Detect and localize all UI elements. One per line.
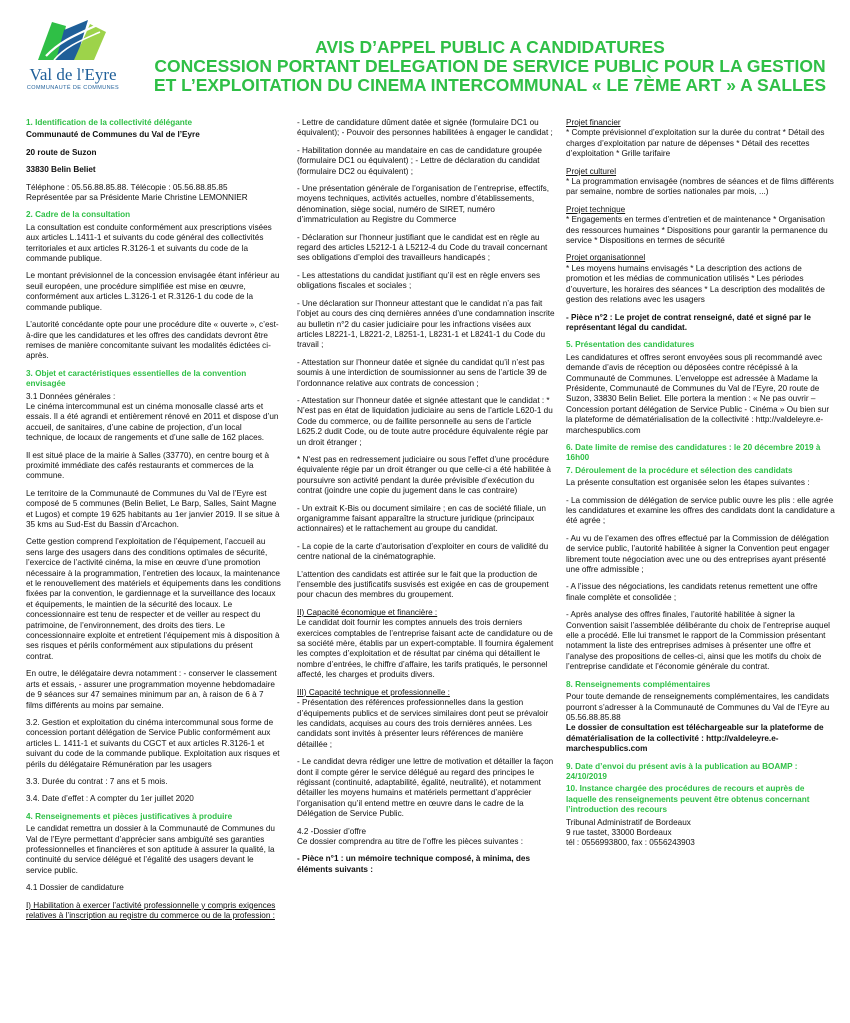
column-2 (297, 118, 555, 882)
paragraph: tél : 0556993800, fax : 0556243903 (566, 838, 695, 848)
logo-emblem-icon (16, 16, 128, 68)
paragraph: Représentée par sa Présidente Marie Christine LEMONNIER (26, 193, 248, 203)
paragraph: 4.2 -Dossier d’offre (297, 826, 367, 836)
column-1 (26, 118, 281, 921)
section-heading: 7. Déroulement de la procédure et sélection des candidats (566, 465, 793, 475)
title-line-2: CONCESSION PORTANT DELEGATION DE SERVICE PUBLIC POUR LA GESTION (154, 56, 826, 76)
paragraph: I) Habilitation à exercer l’activité professionnelle y compris exigences relatives à l’inscription au registre du commerce ou de la profession : (26, 900, 276, 920)
paragraph: L’attention des candidats est attirée sur le fait que la production de l’ensemble des justificatifs susvisés est exigée en cas de groupement pour chacun des membres du groupement. (297, 569, 549, 600)
section-heading: 1. Identification de la collectivité délégante (26, 118, 193, 127)
paragraph: III) Capacité technique et professionnelle : (297, 687, 450, 697)
paragraph: 3.4. Date d’effet : A compter du 1er juillet 2020 (26, 794, 194, 804)
paragraph: - Présentation des références professionnelles dans la gestion d’équipements publics et de services similaires dont peut se prévaloir les candidats, acquises au cours des trois dernières années. Les candidats sont invités à présenter leurs références de manière détaillée ; (297, 698, 549, 749)
paragraph: - La copie de la carte d’autorisation d’exploiter en cours de validité du centre national de la cinématographie. (297, 541, 549, 562)
notice-title (150, 38, 830, 95)
paragraph: - Une présentation générale de l’organisation de l’entreprise, effectifs, moyens techniques, activités actuelles, nombre d’établissements, dénomination, siège social, numéro de SIRET, numéro d’immatriculation au Registre du Commerce (297, 184, 549, 225)
section-heading: 9. Date d’envoi du présent avis à la publication au BOAMP : 24/10/2019 (566, 761, 798, 781)
section-heading: 4. Renseignements et pièces justificatives à produire (26, 811, 233, 821)
paragraph: Il est situé place de la mairie à Salles (33770), en centre bourg et à proximité immédiate des cafés restaurants et commerces de la commune. (26, 450, 270, 481)
paragraph: * La programmation envisagée (nombres de séances et de films différents par semaine, nombre de sorties nationales par mois, ...) (566, 177, 834, 197)
logo-subtitle: COMMUNAUTÉ DE COMMUNES (26, 85, 120, 91)
logo (16, 16, 128, 96)
title-line-1: AVIS D’APPEL PUBLIC A CANDIDATURES (315, 37, 665, 57)
paragraph: * Les moyens humains envisagés * La description des actions de promotion et les médias de communication utilisés * Les périodes d’ouverture, les horaires des séances * La description des modalités de gestion des relations avec les usagers (566, 263, 825, 305)
paragraph: Ce dossier comprendra au titre de l’offre les pièces suivantes : (297, 836, 524, 846)
paragraph: 3.3. Durée du contrat : 7 ans et 5 mois. (26, 776, 168, 786)
logo-name: Val de l'Eyre (29, 65, 117, 84)
section-heading: 5. Présentation des candidatures (566, 340, 695, 350)
section-heading: 2. Cadre de la consultation (26, 210, 131, 220)
section-heading: 6. Date limite de remise des candidatures : le 20 décembre 2019 à 16h00 (566, 442, 821, 463)
paragraph: - Les attestations du candidat justifiant qu’il est en règle envers ses obligations fiscales et sociales ; (297, 270, 541, 291)
paragraph: Projet culturel (566, 166, 617, 176)
paragraph: 4.1 Dossier de candidature (26, 883, 124, 893)
paragraph: Le candidat remettra un dossier à la Communauté de Communes du Val de l’Eyre permettant d’apprécier sans ambiguïté ses garanties professionnelles et financières et son aptitude à assurer la qualité, la continuité du service délégué et l’égalité des usagers devant le service public. (26, 824, 275, 875)
paragraph: 9 rue tastet, 33000 Bordeaux (566, 827, 672, 837)
paragraph: - Déclaration sur l’honneur justifiant que le candidat est en règle au regard des articles L5212-1 à L5212-4 du Code du travail concernant ses obligations d’emploi des travailleurs handicapés ; (297, 232, 548, 263)
section-heading: 10. Instance chargée des procédures de recours et auprès de laquelle des renseignements peuvent être obtenus concernant l’introduction des recours (566, 784, 810, 815)
paragraph: En outre, le délégataire devra notamment : - conserver le classement arts et essais, - assurer une programmation moyenne hebdomadaire de 9 séances sur 47 semaines minimum par an, à raison de 6 à 7 films différents au moins par semaine. (26, 669, 277, 710)
paragraph: Communauté de Communes du Val de l’Eyre (26, 130, 200, 140)
title-line-3: ET L’EXPLOITATION DU CINEMA INTERCOMMUNAL « LE 7ÈME ART » A SALLES (153, 75, 827, 95)
paragraph: Le territoire de la Communauté de Communes du Val de l’Eyre est composé de 5 communes (Belin Beliet, Le Barp, Salles, Saint Magne et Lugos) et compte 19 625 habitants au 1er janvier 2019. Il se situe à 35 kms au Sud-Est du Bassin d’Arcachon. (26, 488, 280, 529)
paragraph: Téléphone : 05.56.88.85.88. Télécopie : 05.56.88.85.85 (26, 182, 228, 192)
paragraph: Projet organisationnel (566, 253, 646, 263)
paragraph: Pour toute demande de renseignements complémentaires, les candidats pourront s’adresser à la Communauté de Communes du Val de l’Eyre au 05.56.88.85.88 (566, 692, 830, 722)
paragraph: Le cinéma intercommunal est un cinéma monosalle classé arts et essais. Il a été agrandi et entièrement rénové en 2011 et dispose d’un accueil, de sanitaires, d’une cabine de projection, d’un local technique, de locaux de rangements et d’une salle de 162 places. (26, 401, 279, 443)
paragraph: 33830 Belin Beliet (26, 165, 96, 175)
paragraph: L’autorité concédante opte pour une procédure dite « ouverte », c’est-à-dire que les candidatures et les offres des candidats devront être remises de manière concomitante suivant les modalités édictées ci-après. (26, 320, 279, 361)
section-heading: 3. Objet et caractéristiques essentielles de la convention envisagée (26, 368, 247, 389)
paragraph: - A l’issue des négociations, les candidats retenus remettent une offre finale complète et consolidée ; (566, 582, 818, 602)
paragraph: II) Capacité économique et financière : (297, 607, 438, 617)
paragraph: 3.1 Données générales : (26, 391, 116, 401)
paragraph: - Pièce n°2 : Le projet de contrat renseigné, daté et signé par le représentant légal du candidat. (566, 312, 811, 332)
paragraph: Les candidatures et offres seront envoyées sous pli recommandé avec demande d’avis de réception ou déposées contre récépissé à la Communauté de Communes. L’enveloppe est adressée à Madame la Présidente, Communauté de Communes du Val de l’Eyre, 20 route de Suzon, 33830 Belin Beliet. Elle portera la mention : « Ne pas ouvrir – Concession portant délégation de Service Public - Cinéma » Ou bien sur la plateforme de dématérialisation de la collectivité : http://valdeleyre.e-marchespublics.com (566, 352, 830, 435)
paragraph: - Après analyse des offres finales, l’autorité habilitée à signer la Convention saisit l’assemblée délibérante du choix de l’entreprise auquel elle a procédé. Elle lui transmet le rapport de la Commission présentant notamment la liste des entreprises admises à présenter une offre et l’analyse des propositions de celles-ci, ainsi que les motifs du choix de l’entreprise candidate et l’économie générale du contrat. (566, 610, 830, 672)
paragraph: Projet financier (566, 118, 621, 127)
paragraph: 3.2. Gestion et exploitation du cinéma intercommunal sous forme de concession portant délégation de Service Public conformément aux articles L. 1411-1 et suivants du CGCT et aux articles R.3126-1 et suivant du code de la commande publique. Exploitation aux risques et périls du délégataire Rémunération par les usagers (26, 717, 280, 769)
paragraph: * Engagements en termes d’entretien et de maintenance * Organisation des ressources humaines * Dispositions pour garantir la permanence du service * Dispositions en termes de sécurité (566, 215, 828, 246)
paragraph: Le candidat doit fournir les comptes annuels des trois derniers exercices comptables de l’entreprise faisant acte de candidature ou de sa société mère, établis par un expert-comptable. Il fournira également les comptes d’exploitation et de résultat par cinéma qui détaillent le nombre d’entrées, le chiffre d’affaire, les tarifs pratiqués, le personnel affecté, les charges et produits divers. (297, 618, 554, 680)
paragraph: - Pièce n°1 : un mémoire technique composé, à minima, des éléments suivants : (297, 854, 531, 874)
paragraph: - Un extrait K-Bis ou document similaire ; en cas de société filiale, un organigramme faisant apparaître la structure juridique (principaux actionnaires) et le rattachement au groupe du candidat. (297, 503, 546, 534)
paragraph: * N’est pas en redressement judiciaire ou sous l’effet d’une procédure équivalente régie par un droit étranger ou que celle-ci a été habilitée à poursuivre son activité pendant la durée prévisible d’exécution du contrat (joindre une copie du jugement dans le cas contraire) (297, 454, 551, 496)
paragraph: La consultation est conduite conformément aux prescriptions visées aux articles L.1411-1 et suivants du code général des collectivités territoriales et aux articles R.3126-1 et suivants du code de la commande publique. (26, 222, 272, 264)
paragraph: - Habilitation donnée au mandataire en cas de candidature groupée (formulaire DC1 ou équivalent) ; - Lettre de déclaration du candidat (formulaire DC2 ou équivalent) ; (297, 145, 542, 176)
paragraph: Le montant prévisionnel de la concession envisagée étant inférieur au seuil européen, une procédure simplifiée est mise en œuvre, conformément aux articles L.3126-1 et R.3126-1 du code de la commande publique. (26, 271, 280, 312)
section-heading: 8. Renseignements complémentaires (566, 679, 711, 689)
paragraph: - Une déclaration sur l’honneur attestant que le candidat n’a pas fait l’objet au cours des cinq dernières années d’une condamnation inscrite au bulletin n°2 du casier judiciaire pour les infractions visées aux articles L8221-1, L8221-2, L8251-1, L8231-1 et L8241-1 du Code du travail ; (297, 298, 555, 350)
paragraph: * Compte prévisionnel d’exploitation sur la durée du contrat * Détail des charges d’exploitation par nature de dépenses * Détail des recettes d’exploitation * Grille tarifaire (566, 128, 825, 159)
column-3 (566, 118, 836, 849)
paragraph: - Lettre de candidature dûment datée et signée (formulaire DC1 ou équivalent); - Pouvoir des personnes habilitées à engager le candidat ; (297, 118, 553, 138)
paragraph: - Attestation sur l’honneur datée et signée attestant que le candidat : * N’est pas en état de liquidation judiciaire au sens de l’article L620-1 du Code du commerce, ou de faillite personnelle au sens de l’article L625.2 dudit Code, ou de toute autre procédure équivalente régie par un droit étranger ; (297, 395, 553, 447)
paragraph: Projet technique (566, 204, 626, 214)
paragraph: Tribunal Administratif de Bordeaux (566, 817, 691, 827)
paragraph: - Attestation sur l’honneur datée et signée du candidat qu’il n’est pas soumis à une interdiction de soumissionner au sens de l’article 39 de l’ordonnance relative aux contrats de concession ; (297, 357, 547, 388)
paragraph: 20 route de Suzon (26, 147, 97, 157)
paragraph: La présente consultation est organisée selon les étapes suivantes : (566, 478, 810, 488)
paragraph: Le dossier de consultation est téléchargeable sur la plateforme de dématérialisation de la collectivité : http://valdeleyre.e-marchespublics.com (566, 723, 824, 754)
paragraph: - La commission de délégation de service public ouvre les plis : elle agrée les candidatures et examine les offres des candidats dont la candidature a été agrée ; (566, 495, 835, 526)
paragraph: - Le candidat devra rédiger une lettre de motivation et détailler la façon dont il compte gérer le service délégué au regard des principes le régissant (continuité, adaptabilité, égalité, neutralité), et notamment détailler les moyens humains et matériels permettant d’apprécier l’organisation qu’il entend mettre en œuvre dans le cadre de la Délégation de Service Public. (297, 757, 554, 819)
paragraph: - Au vu de l’examen des offres effectué par la Commission de délégation de service public, l’autorité habilitée à signer la Convention peut engager librement toute négociation avec une ou des entreprises ayant présenté une offre admissible ; (566, 533, 830, 575)
paragraph: Cette gestion comprend l’exploitation de l’équipement, l’accueil au sens large des usagers dans des conditions optimales de sécurité, l’exercice de l’activité cinéma, la mise en œuvre d’une promotion nécessaire à la programmation, l’entretien des locaux, la maintenance et le renouvellement des matériels et équipements dans les conditions fixées par la convention, le gardiennage et la surveillance des locaux et équipements, le maintien de la sécurité des locaux. Le concessionnaire est tenu de respecter et de veiller au respect du patrimoine, de l’environnement, des droits des tiers. Le concessionnaire exploite et entretient l’équipement mis à disposition à ses risques et périls conformément aux stipulations du présent contrat. (26, 537, 281, 661)
